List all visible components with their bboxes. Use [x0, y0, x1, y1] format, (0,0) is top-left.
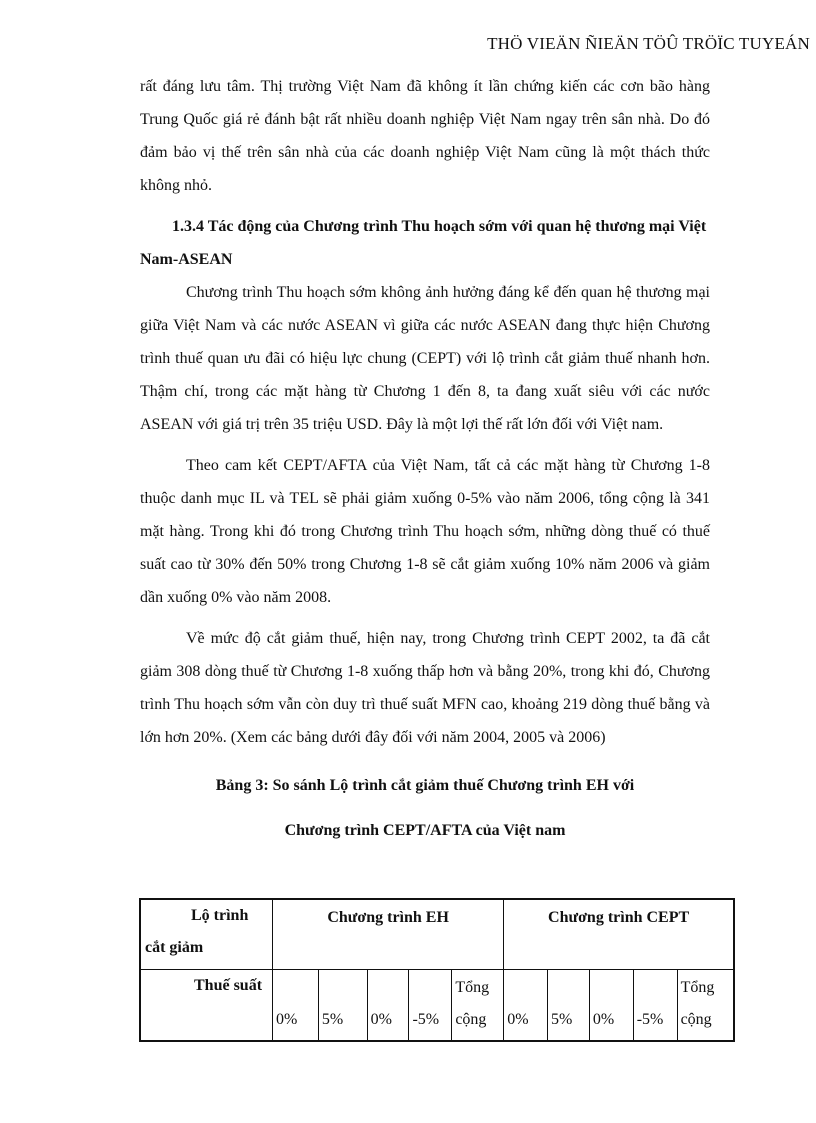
cept-rate-cell: 0%: [504, 969, 548, 1041]
schedule-label-line-1: Lộ trình: [191, 907, 249, 924]
eh-total-cell: [452, 969, 504, 1041]
cept-total-cell: [677, 969, 734, 1041]
cept-rate-cell: 0%: [589, 969, 633, 1041]
table-caption-line-2: Chương trình CEPT/AFTA của Việt nam: [284, 822, 566, 839]
paragraph-1: rất đáng lưu tâm. Thị trường Việt Nam đã không ít lần chứng kiến các cơn bão hàng Trung Quốc giá rẻ đánh bật rất nhiều doanh nghiệp Việt Nam ngay trên sân nhà. Do đó đảm bảo vị thế trên sân nhà của các doanh nghiệp Việt Nam cũng là một thách thức không nhỏ.: [140, 78, 710, 194]
eh-rate-cell: 5%: [318, 969, 367, 1041]
paragraph-3: Theo cam kết CEPT/AFTA của Việt Nam, tất cả các mặt hàng từ Chương 1-8 thuộc danh mục IL và TEL sẽ phải giảm xuống 0-5% vào năm 2006, tổng cộng là 341 mặt hàng. Trong khi đó trong Chương trình Thu hoạch sớm, những dòng thuế có thuế suất cao từ 30% đến 50% trong Chương 1-8 sẽ cắt giảm xuống 10% năm 2006 và giảm dần xuống 0% vào năm 2008.: [140, 457, 710, 606]
eh-total-line-1: Tổng: [455, 978, 490, 996]
comparison-table: [139, 898, 735, 1042]
document-body: [140, 70, 710, 847]
table-header-row: [140, 899, 734, 969]
tax-rate-label: Thuế suất: [140, 969, 273, 1041]
schedule-label-line-2: cắt giảm: [145, 939, 204, 956]
cept-program-header: Chương trình CEPT: [504, 899, 734, 969]
running-header: THÖ VIEÄN ÑIEÄN TÖÛ TRÖÏC TUYEÁN: [487, 34, 810, 53]
eh-rate-cell: 0%: [367, 969, 409, 1041]
cept-rate-cell: 5%: [548, 969, 590, 1041]
eh-total-line-2: cộng: [455, 1010, 487, 1028]
schedule-label-cell: [140, 899, 273, 969]
eh-program-header: Chương trình EH: [273, 899, 504, 969]
cept-total-line-1: Tổng: [680, 978, 715, 996]
eh-rate-cell: -5%: [409, 969, 452, 1041]
cept-total-line-2: cộng: [680, 1010, 712, 1028]
table-caption-line-1: Bảng 3: So sánh Lộ trình cắt giảm thuế Chương trình EH với: [215, 777, 635, 794]
eh-rate-cell: 0%: [273, 969, 319, 1041]
cept-rate-cell: -5%: [633, 969, 677, 1041]
section-heading: 1.3.4 Tác động của Chương trình Thu hoạch sớm với quan hệ thương mại Việt Nam-ASEAN: [140, 218, 707, 268]
paragraph-2: Chương trình Thu hoạch sớm không ảnh hưởng đáng kể đến quan hệ thương mại giữa Việt Nam và các nước ASEAN vì giữa các nước ASEAN đang thực hiện Chương trình thuế quan ưu đãi có hiệu lực chung (CEPT) với lộ trình cắt giảm thuế nhanh hơn. Thậm chí, trong các mặt hàng từ Chương 1 đến 8, ta đang xuất siêu với các nước ASEAN với giá trị trên 35 triệu USD. Đây là một lợi thế rất lớn đối với Việt nam.: [140, 284, 710, 433]
paragraph-4: Về mức độ cắt giảm thuế, hiện nay, trong Chương trình CEPT 2002, ta đã cắt giảm 308 dòng thuế từ Chương 1-8 xuống thấp hơn và bằng 20%, trong khi đó, Chương trình Thu hoạch sớm vẫn còn duy trì thuế suất MFN cao, khoảng 219 dòng thuế bằng và lớn hơn 20%. (Xem các bảng dưới đây đối với năm 2004, 2005 và 2006): [140, 630, 710, 746]
tax-rate-row: [140, 969, 734, 1041]
